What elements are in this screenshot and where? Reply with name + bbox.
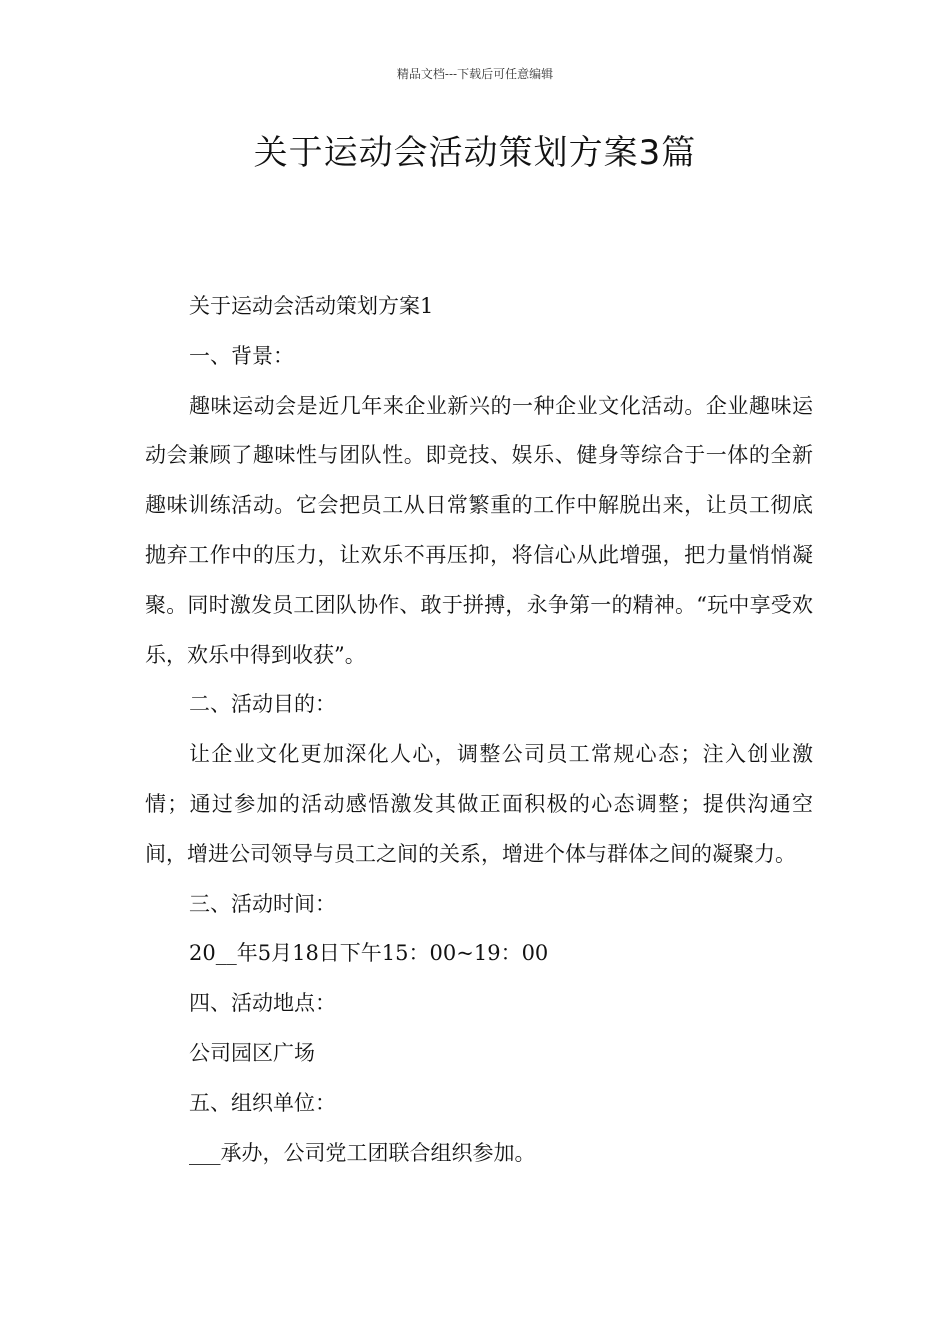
section-heading: 二、活动目的： (189, 692, 336, 717)
section-heading: 三、活动时间： (189, 891, 336, 916)
body-paragraph: 让企业文化更加深化人心，调整公司员工常规心态；注入创业激情；通过参加的活动感悟激发其做正面积极的心态调整；提供沟通空间，增进公司领导与员工之间的关系，增进个体与群体之间的凝聚力。 (145, 742, 813, 866)
document-title: 关于运动会活动策划方案3篇 (253, 133, 697, 173)
body-paragraph: 趣味运动会是近几年来企业新兴的一种企业文化活动。企业趣味运动会兼顾了趣味性与团队性。即竞技、娱乐、健身等综合于一体的全新趣味训练活动。它会把员工从日常繁重的工作中解脱出来，让员工彻底抛弃工作中的压力，让欢乐不再压抑，将信心从此增强，把力量悄悄凝聚。同时激发员工团队协作、敢于拼搏，永争第一的精神。“玩中享受欢乐，欢乐中得到收获”。 (145, 393, 813, 667)
section-heading: 一、背景： (189, 343, 294, 368)
section-heading: 四、活动地点： (189, 991, 336, 1016)
document-body (145, 282, 813, 1178)
body-paragraph: ___承办，公司党工团联合组织参加。 (189, 1140, 536, 1165)
body-paragraph: 20__年5月18日下午15：00~19：00 (189, 941, 549, 966)
section-heading: 关于运动会活动策划方案1 (189, 294, 434, 318)
body-paragraph: 公司园区广场 (189, 1040, 315, 1065)
section-heading: 五、组织单位： (189, 1090, 336, 1115)
header-note: 精品文档---下载后可任意编辑 (396, 67, 554, 81)
